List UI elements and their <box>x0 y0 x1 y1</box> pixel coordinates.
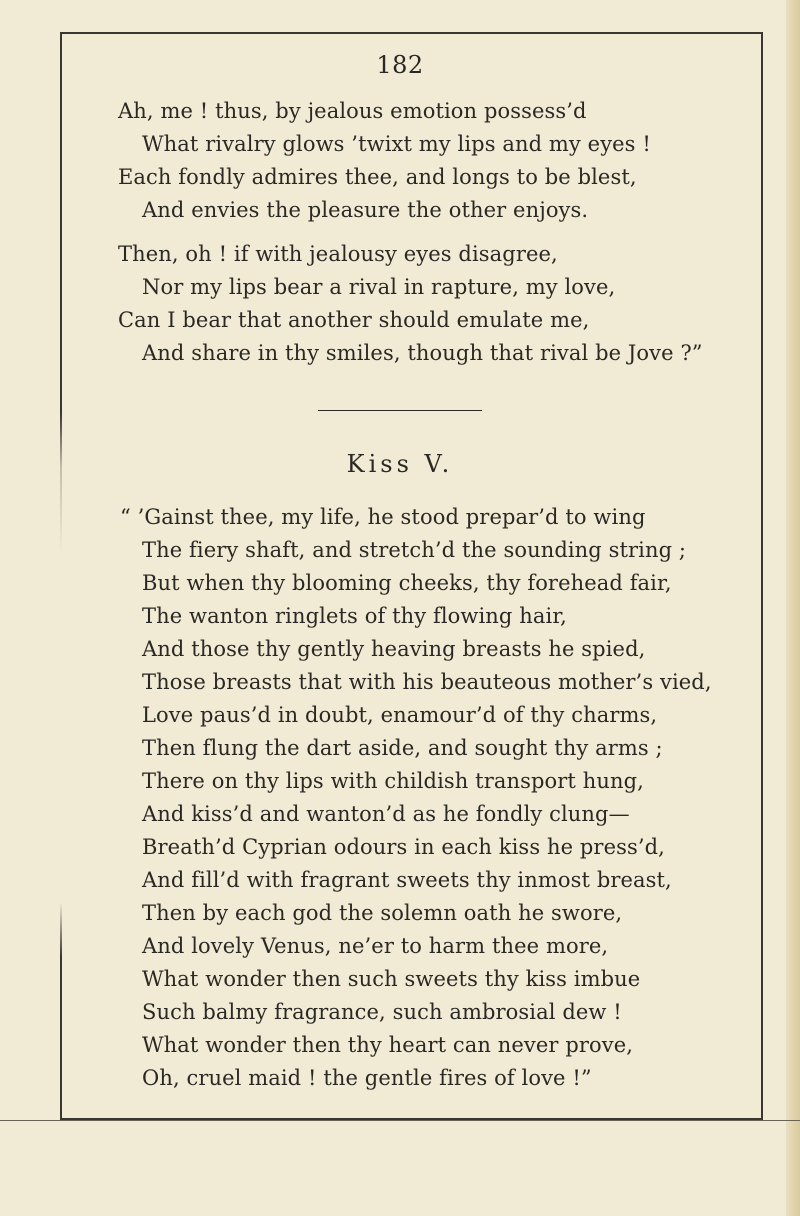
poem-line: And kiss’d and wanton’d as he fondly clung— <box>142 802 630 826</box>
poem-line: Ah, me ! thus, by jealous emotion possess’d <box>118 99 587 123</box>
poem-line: What wonder then thy heart can never prove, <box>142 1033 634 1057</box>
poem-line: And those thy gently heaving breasts he spied, <box>142 637 646 661</box>
poem-line: Such balmy fragrance, such ambrosial dew ! <box>142 1000 622 1024</box>
poem-line: “ ’Gainst thee, my life, he stood prepar’d to wing <box>120 505 646 529</box>
poem-line: Can I bear that another should emulate me, <box>118 308 590 332</box>
section-divider <box>318 410 482 411</box>
poem-line: The wanton ringlets of thy flowing hair, <box>142 604 567 628</box>
page-number: 182 <box>376 51 424 79</box>
poem-line: And envies the pleasure the other enjoys. <box>142 198 589 222</box>
poem-line: And fill’d with fragrant sweets thy inmost breast, <box>142 868 672 892</box>
poem-line: What rivalry glows ’twixt my lips and my eyes ! <box>142 132 651 156</box>
poem-line: Then by each god the solemn oath he swore, <box>142 901 623 925</box>
poem-line: Oh, cruel maid ! the gentle fires of love !” <box>142 1066 592 1090</box>
poem-line: And share in thy smiles, though that rival be Jove ?” <box>142 341 703 365</box>
poem-line: And lovely Venus, ne’er to harm thee more, <box>142 934 609 958</box>
poem-line: Those breasts that with his beauteous mother’s vied, <box>142 670 712 694</box>
poem-line: Each fondly admires thee, and longs to be blest, <box>118 165 637 189</box>
poem-line: Then flung the dart aside, and sought thy arms ; <box>142 736 663 760</box>
poem-line: But when thy blooming cheeks, thy forehead fair, <box>142 571 672 595</box>
section-heading: Kiss V. <box>346 450 454 478</box>
poem-line: There on thy lips with childish transport hung, <box>142 769 644 793</box>
poem-line: Nor my lips bear a rival in rapture, my love, <box>142 275 616 299</box>
poem-line: Breath’d Cyprian odours in each kiss he press’d, <box>142 835 665 859</box>
poem-line: Then, oh ! if with jealousy eyes disagree, <box>118 242 558 266</box>
page-frame-left-edge <box>60 32 62 1120</box>
poem-line: Love paus’d in doubt, enamour’d of thy charms, <box>142 703 658 727</box>
page-edge <box>786 0 800 1216</box>
bottom-rule <box>0 1120 800 1121</box>
poem-line: The fiery shaft, and stretch’d the sounding string ; <box>142 538 687 562</box>
poem-line: What wonder then such sweets thy kiss imbue <box>142 967 641 991</box>
